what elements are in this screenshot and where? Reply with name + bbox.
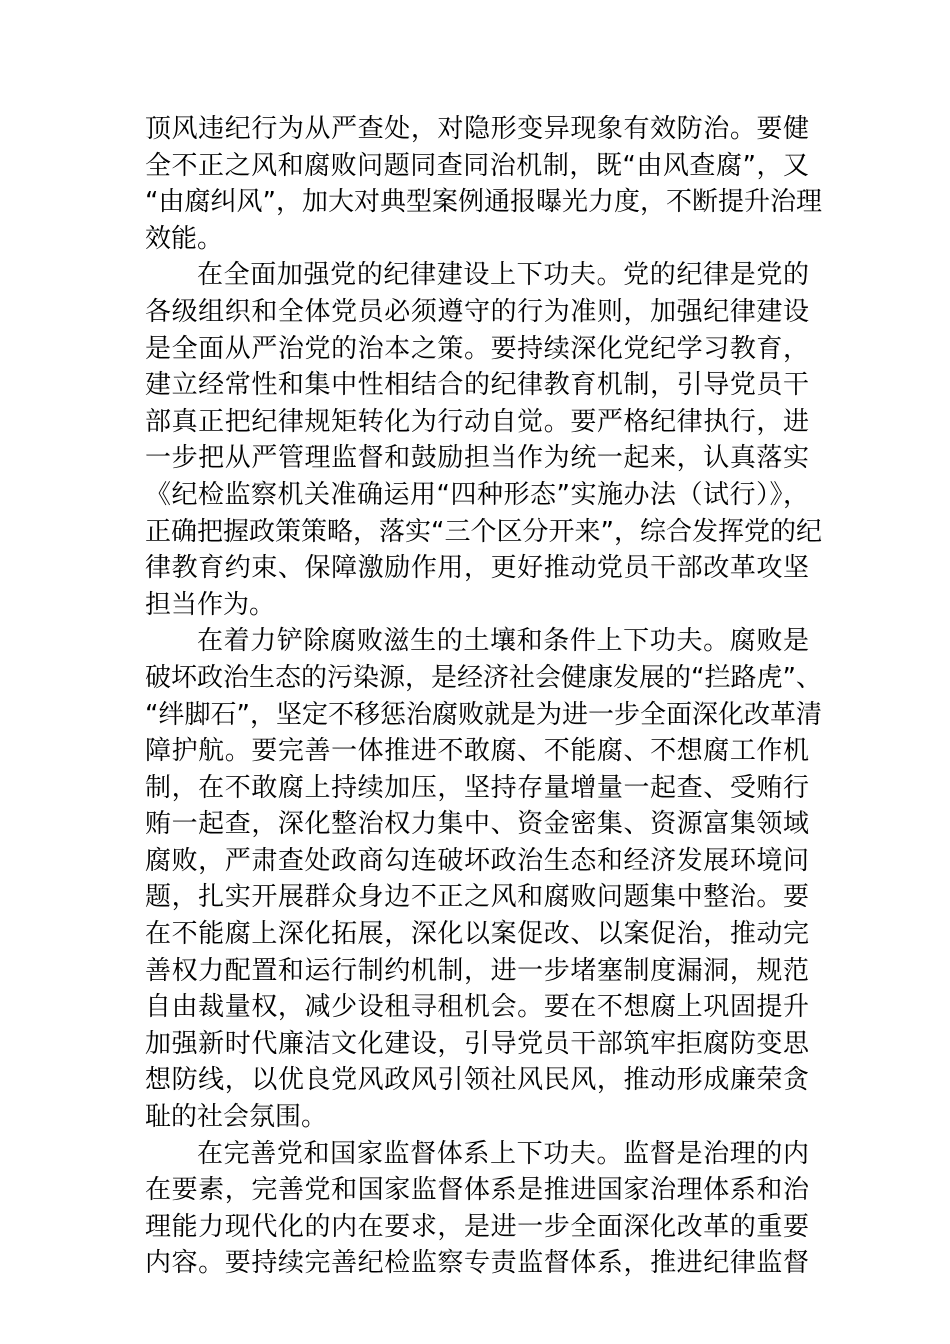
- paragraph: [145, 1136, 809, 1282]
- text-line: 顶风违纪行为从严查处，对隐形变异现象有效防治。要健: [145, 114, 809, 144]
- text-line: 善权力配置和运行制约机制，进一步堵塞制度漏洞，规范: [145, 955, 809, 986]
- paragraph: [145, 257, 822, 623]
- text-line: 部真正把纪律规矩转化为行动自觉。要严格纪律执行，进: [145, 406, 809, 437]
- paragraph-first-line: 在完善党和国家监督体系上下功夫。监督是治理的内: [197, 1138, 809, 1169]
- text-line: 破坏政治生态的污染源，是经济社会健康发展的“拦路虎”、: [145, 662, 822, 693]
- text-line: 效能。: [145, 223, 224, 254]
- text-line: “由腐纠风”，加大对典型案例通报曝光力度，不断提升治理: [145, 187, 822, 218]
- text-line: “绊脚石”，坚定不移惩治腐败就是为进一步全面深化改革清: [145, 699, 822, 730]
- text-line: 在不能腐上深化拓展，深化以案促改、以案促治，推动完: [145, 919, 809, 950]
- text-line: 理能力现代化的内在要求，是进一步全面深化改革的重要: [145, 1211, 809, 1242]
- text-line: 耻的社会氛围。: [145, 1102, 328, 1133]
- text-line: 自由裁量权，减少设租寻租机会。要在不想腐上巩固提升: [145, 992, 809, 1023]
- text-line: 腐败，严肃查处政商勾连破坏政治生态和经济发展环境问: [145, 845, 809, 876]
- text-line: 正确把握政策策略，落实“三个区分开来”，综合发挥党的纪: [145, 516, 822, 547]
- text-line: 内容。要持续完善纪检监察专责监督体系，推进纪律监督: [145, 1248, 809, 1279]
- text-line: 加强新时代廉洁文化建设，引导党员干部筑牢拒腐防变思: [145, 1028, 809, 1059]
- text-line: 贿一起查，深化整治权力集中、资金密集、资源富集领域: [145, 809, 809, 840]
- text-line: 题，扎实开展群众身边不正之风和腐败问题集中整治。要: [145, 882, 809, 913]
- text-line: 在要素，完善党和国家监督体系是推进国家治理体系和治: [145, 1175, 809, 1206]
- document-body: [145, 111, 822, 1282]
- text-line: 《纪检监察机关准确运用“四种形态”实施办法（试行）》，: [145, 479, 809, 510]
- paragraph: [145, 111, 822, 257]
- text-line: 想防线，以优良党风政风引领社风民风，推动形成廉荣贪: [145, 1065, 809, 1096]
- text-line: 建立经常性和集中性相结合的纪律教育机制，引导党员干: [145, 370, 809, 401]
- text-line: 是全面从严治党的治本之策。要持续深化党纪学习教育，: [145, 333, 809, 364]
- paragraph-first-line: 在全面加强党的纪律建设上下功夫。党的纪律是党的: [197, 260, 809, 291]
- text-line: 一步把从严管理监督和鼓励担当作为统一起来，认真落实: [145, 443, 809, 474]
- text-line: 全不正之风和腐败问题同查同治机制，既“由风查腐”，又: [145, 150, 809, 181]
- paragraph: [145, 623, 822, 1135]
- text-line: 各级组织和全体党员必须遵守的行为准则，加强纪律建设: [145, 296, 809, 327]
- text-line: 担当作为。: [145, 589, 276, 620]
- text-line: 障护航。要完善一体推进不敢腐、不能腐、不想腐工作机: [145, 736, 809, 767]
- paragraph-first-line: 在着力铲除腐败滋生的土壤和条件上下功夫。腐败是: [197, 626, 809, 657]
- text-line: 制，在不敢腐上持续加压，坚持存量增量一起查、受贿行: [145, 772, 809, 803]
- text-line: 律教育约束、保障激励作用，更好推动党员干部改革攻坚: [145, 553, 809, 584]
